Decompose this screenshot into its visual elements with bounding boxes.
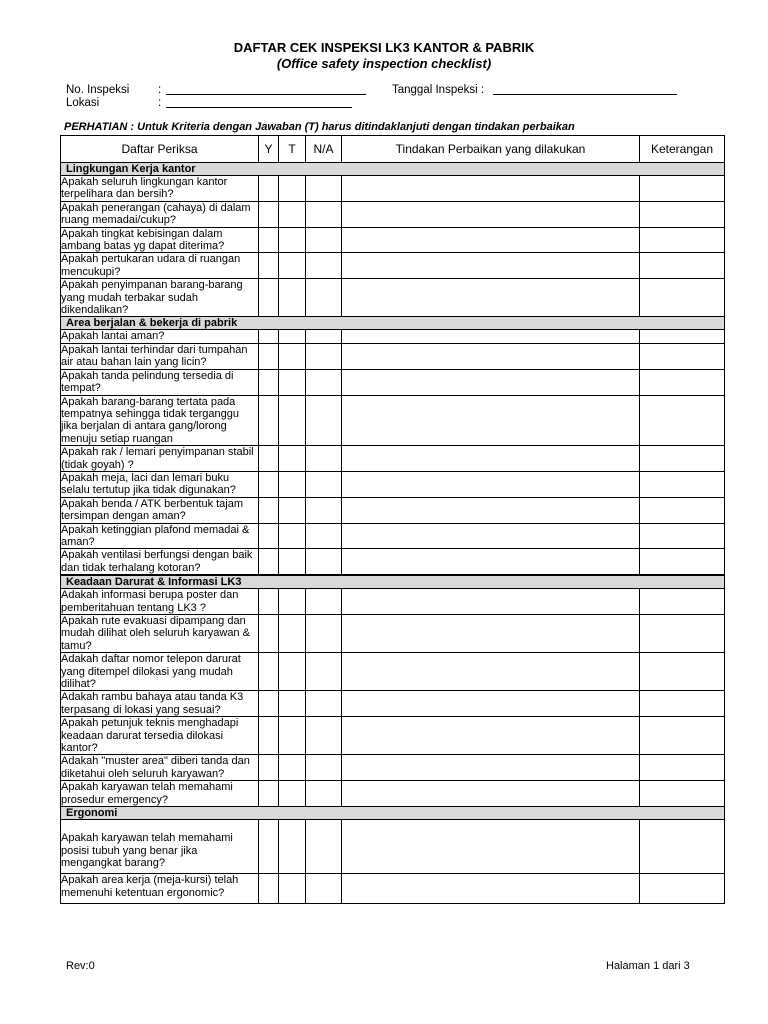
keterangan-cell[interactable] (640, 497, 725, 523)
tindakan-cell[interactable] (342, 653, 640, 691)
answer-t-cell[interactable] (279, 717, 306, 755)
keterangan-cell[interactable] (640, 615, 725, 653)
tindakan-cell[interactable] (342, 820, 640, 874)
page-number: Halaman 1 dari 3 (606, 960, 690, 972)
answer-na-cell[interactable] (306, 471, 342, 497)
answer-t-cell[interactable] (279, 497, 306, 523)
keterangan-cell[interactable] (640, 781, 725, 807)
table-row (61, 820, 725, 874)
checklist-question: Adakah "muster area" diberi tanda dan diketahui oleh seluruh karyawan? (61, 755, 259, 781)
keterangan-cell[interactable] (640, 343, 725, 369)
checklist-question: Apakah benda / ATK berbentuk tajam tersimpan dengan aman? (61, 497, 259, 523)
document-title: DAFTAR CEK INSPEKSI LK3 KANTOR & PABRIK (233, 40, 535, 55)
answer-t-cell[interactable] (279, 343, 306, 369)
keterangan-cell[interactable] (640, 717, 725, 755)
section-header-row (61, 576, 725, 589)
table-row (61, 253, 725, 279)
answer-y-cell[interactable] (259, 176, 279, 202)
no-inspeksi-colon: : (158, 84, 162, 96)
answer-na-cell[interactable] (306, 691, 342, 717)
section-header-row (61, 807, 725, 820)
col-header-t: T (279, 136, 306, 163)
checklist-question: Apakah ketinggian plafond memadai & aman? (61, 523, 259, 549)
answer-na-cell[interactable] (306, 343, 342, 369)
answer-t-cell[interactable] (279, 615, 306, 653)
answer-t-cell[interactable] (279, 781, 306, 807)
table-row (61, 874, 725, 904)
table-row (61, 589, 725, 615)
table-row (61, 395, 725, 446)
table-row (61, 227, 725, 253)
col-header-tindakan: Tindakan Perbaikan yang dilakukan (342, 136, 640, 163)
checklist-question: Adakah rambu bahaya atau tanda K3 terpasang di lokasi yang sesuai? (61, 691, 259, 717)
tindakan-cell[interactable] (342, 279, 640, 317)
tindakan-cell[interactable] (342, 781, 640, 807)
answer-y-cell[interactable] (259, 253, 279, 279)
tindakan-cell[interactable] (342, 523, 640, 549)
keterangan-cell[interactable] (640, 330, 725, 343)
answer-y-cell[interactable] (259, 589, 279, 615)
keterangan-cell[interactable] (640, 691, 725, 717)
answer-y-cell[interactable] (259, 781, 279, 807)
checklist-question: Apakah penerangan (cahaya) di dalam ruang memadai/cukup? (61, 201, 259, 227)
checklist-question: Apakah lantai aman? (61, 330, 259, 343)
answer-t-cell[interactable] (279, 691, 306, 717)
answer-t-cell[interactable] (279, 227, 306, 253)
keterangan-cell[interactable] (640, 589, 725, 615)
lokasi-label: Lokasi (66, 97, 100, 109)
answer-na-cell[interactable] (306, 497, 342, 523)
section-header-row (61, 163, 725, 176)
answer-t-cell[interactable] (279, 820, 306, 874)
answer-na-cell[interactable] (306, 330, 342, 343)
no-inspeksi-label: No. Inspeksi (66, 84, 130, 96)
checklist-question: Apakah tingkat kebisingan dalam ambang batas yg dapat diterima? (61, 227, 259, 253)
revision-label: Rev:0 (66, 960, 95, 972)
answer-na-cell[interactable] (306, 227, 342, 253)
table-row (61, 201, 725, 227)
answer-na-cell[interactable] (306, 717, 342, 755)
table-row (61, 471, 725, 497)
checklist-question: Apakah ventilasi berfungsi dengan baik dan tidak terhalang kotoran? (61, 549, 259, 575)
answer-na-cell[interactable] (306, 755, 342, 781)
answer-t-cell[interactable] (279, 330, 306, 343)
answer-na-cell[interactable] (306, 653, 342, 691)
no-inspeksi-field[interactable] (166, 84, 366, 98)
answer-y-cell[interactable] (259, 279, 279, 317)
tindakan-cell[interactable] (342, 717, 640, 755)
checklist-question: Apakah penyimpanan barang-barang yang mudah terbakar sudah dikendalikan? (61, 279, 259, 317)
answer-na-cell[interactable] (306, 549, 342, 575)
section-title: Area berjalan & bekerja di pabrik (61, 317, 725, 330)
tindakan-cell[interactable] (342, 227, 640, 253)
checklist-question: Adakah informasi berupa poster dan pemberitahuan tentang LK3 ? (61, 589, 259, 615)
checklist-question: Apakah pertukaran udara di ruangan mencukupi? (61, 253, 259, 279)
lokasi-field[interactable] (166, 97, 352, 111)
answer-t-cell[interactable] (279, 201, 306, 227)
answer-t-cell[interactable] (279, 253, 306, 279)
answer-na-cell[interactable] (306, 201, 342, 227)
answer-t-cell[interactable] (279, 523, 306, 549)
tindakan-cell[interactable] (342, 446, 640, 472)
checklist-question: Apakah rak / lemari penyimpanan stabil (tidak goyah) ? (61, 446, 259, 472)
section-title: Ergonomi (61, 807, 725, 820)
section-header-row (61, 317, 725, 330)
tindakan-cell[interactable] (342, 176, 640, 202)
attention-note: PERHATIAN : Untuk Kriteria dengan Jawaban (T) harus ditindaklanjuti dengan tindakan perbaikan (64, 121, 575, 133)
checklist-question: Apakah meja, laci dan lemari buku selalu tertutup jika tidak digunakan? (61, 471, 259, 497)
table-row (61, 279, 725, 317)
table-row (61, 330, 725, 343)
checklist-table (60, 135, 725, 904)
tindakan-cell[interactable] (342, 615, 640, 653)
tindakan-cell[interactable] (342, 395, 640, 446)
answer-y-cell[interactable] (259, 755, 279, 781)
answer-y-cell[interactable] (259, 201, 279, 227)
tindakan-cell[interactable] (342, 201, 640, 227)
answer-y-cell[interactable] (259, 395, 279, 446)
answer-y-cell[interactable] (259, 615, 279, 653)
table-row (61, 369, 725, 395)
answer-na-cell[interactable] (306, 615, 342, 653)
answer-t-cell[interactable] (279, 549, 306, 575)
keterangan-cell[interactable] (640, 446, 725, 472)
answer-y-cell[interactable] (259, 717, 279, 755)
table-row (61, 523, 725, 549)
keterangan-cell[interactable] (640, 395, 725, 446)
answer-y-cell[interactable] (259, 471, 279, 497)
checklist-question: Apakah petunjuk teknis menghadapi keadaan darurat tersedia dilokasi kantor? (61, 717, 259, 755)
keterangan-cell[interactable] (640, 227, 725, 253)
answer-na-cell[interactable] (306, 395, 342, 446)
table-row (61, 497, 725, 523)
answer-t-cell[interactable] (279, 176, 306, 202)
answer-t-cell[interactable] (279, 395, 306, 446)
tanggal-inspeksi-label: Tanggal Inspeksi : (392, 84, 485, 96)
table-row (61, 446, 725, 472)
tindakan-cell[interactable] (342, 330, 640, 343)
answer-t-cell[interactable] (279, 446, 306, 472)
keterangan-cell[interactable] (640, 549, 725, 575)
keterangan-cell[interactable] (640, 369, 725, 395)
answer-na-cell[interactable] (306, 820, 342, 874)
checklist-question: Apakah karyawan telah memahami posisi tubuh yang benar jika mengangkat barang? (61, 820, 259, 874)
answer-y-cell[interactable] (259, 446, 279, 472)
lokasi-colon: : (158, 97, 162, 109)
answer-y-cell[interactable] (259, 330, 279, 343)
tindakan-cell[interactable] (342, 589, 640, 615)
answer-t-cell[interactable] (279, 755, 306, 781)
col-header-y: Y (259, 136, 279, 163)
tindakan-cell[interactable] (342, 497, 640, 523)
answer-na-cell[interactable] (306, 523, 342, 549)
answer-y-cell[interactable] (259, 653, 279, 691)
col-header-keterangan: Keterangan (640, 136, 725, 163)
answer-y-cell[interactable] (259, 369, 279, 395)
answer-t-cell[interactable] (279, 589, 306, 615)
answer-y-cell[interactable] (259, 874, 279, 904)
checklist-question: Apakah seluruh lingkungan kantor terpelihara dan bersih? (61, 176, 259, 202)
section-title: Keadaan Darurat & Informasi LK3 (61, 576, 725, 589)
answer-y-cell[interactable] (259, 497, 279, 523)
tindakan-cell[interactable] (342, 549, 640, 575)
checklist-question: Apakah tanda pelindung tersedia di tempat? (61, 369, 259, 395)
answer-y-cell[interactable] (259, 343, 279, 369)
tanggal-inspeksi-field[interactable] (493, 84, 677, 98)
table-row (61, 549, 725, 575)
answer-y-cell[interactable] (259, 523, 279, 549)
tindakan-cell[interactable] (342, 343, 640, 369)
answer-y-cell[interactable] (259, 549, 279, 575)
tindakan-cell[interactable] (342, 874, 640, 904)
tindakan-cell[interactable] (342, 471, 640, 497)
answer-na-cell[interactable] (306, 589, 342, 615)
tindakan-cell[interactable] (342, 253, 640, 279)
table-row (61, 717, 725, 755)
answer-na-cell[interactable] (306, 253, 342, 279)
keterangan-cell[interactable] (640, 874, 725, 904)
keterangan-cell[interactable] (640, 253, 725, 279)
document-subtitle: (Office safety inspection checklist) (276, 56, 492, 71)
tindakan-cell[interactable] (342, 755, 640, 781)
answer-t-cell[interactable] (279, 874, 306, 904)
checklist-question: Apakah karyawan telah memahami prosedur emergency? (61, 781, 259, 807)
checklist-question: Apakah lantai terhindar dari tumpahan air atau bahan lain yang licin? (61, 343, 259, 369)
answer-y-cell[interactable] (259, 691, 279, 717)
checklist-question: Apakah rute evakuasi dipampang dan mudah dilihat oleh seluruh karyawan & tamu? (61, 615, 259, 653)
answer-na-cell[interactable] (306, 279, 342, 317)
keterangan-cell[interactable] (640, 653, 725, 691)
keterangan-cell[interactable] (640, 471, 725, 497)
table-row (61, 781, 725, 807)
answer-t-cell[interactable] (279, 369, 306, 395)
table-row (61, 615, 725, 653)
answer-y-cell[interactable] (259, 820, 279, 874)
answer-y-cell[interactable] (259, 227, 279, 253)
keterangan-cell[interactable] (640, 820, 725, 874)
table-row (61, 343, 725, 369)
keterangan-cell[interactable] (640, 755, 725, 781)
table-header-row (61, 136, 725, 163)
tindakan-cell[interactable] (342, 691, 640, 717)
keterangan-cell[interactable] (640, 279, 725, 317)
answer-na-cell[interactable] (306, 369, 342, 395)
answer-na-cell[interactable] (306, 781, 342, 807)
table-row (61, 755, 725, 781)
table-row (61, 691, 725, 717)
answer-na-cell[interactable] (306, 176, 342, 202)
tindakan-cell[interactable] (342, 369, 640, 395)
checklist-question: Apakah barang-barang tertata pada tempatnya sehingga tidak terganggu jika berjalan di antara gang/lorong menuju setiap ruangan (61, 395, 259, 446)
keterangan-cell[interactable] (640, 201, 725, 227)
col-header-na: N/A (306, 136, 342, 163)
answer-t-cell[interactable] (279, 653, 306, 691)
answer-na-cell[interactable] (306, 446, 342, 472)
keterangan-cell[interactable] (640, 523, 725, 549)
col-header-daftar-periksa: Daftar Periksa (61, 136, 259, 163)
answer-t-cell[interactable] (279, 471, 306, 497)
checklist-question: Adakah daftar nomor telepon darurat yang ditempel dilokasi yang mudah dilihat? (61, 653, 259, 691)
table-row (61, 176, 725, 202)
answer-na-cell[interactable] (306, 874, 342, 904)
table-row (61, 653, 725, 691)
answer-t-cell[interactable] (279, 279, 306, 317)
section-title: Lingkungan Kerja kantor (61, 163, 725, 176)
checklist-question: Apakah area kerja (meja-kursi) telah memenuhi ketentuan ergonomic? (61, 874, 259, 904)
keterangan-cell[interactable] (640, 176, 725, 202)
